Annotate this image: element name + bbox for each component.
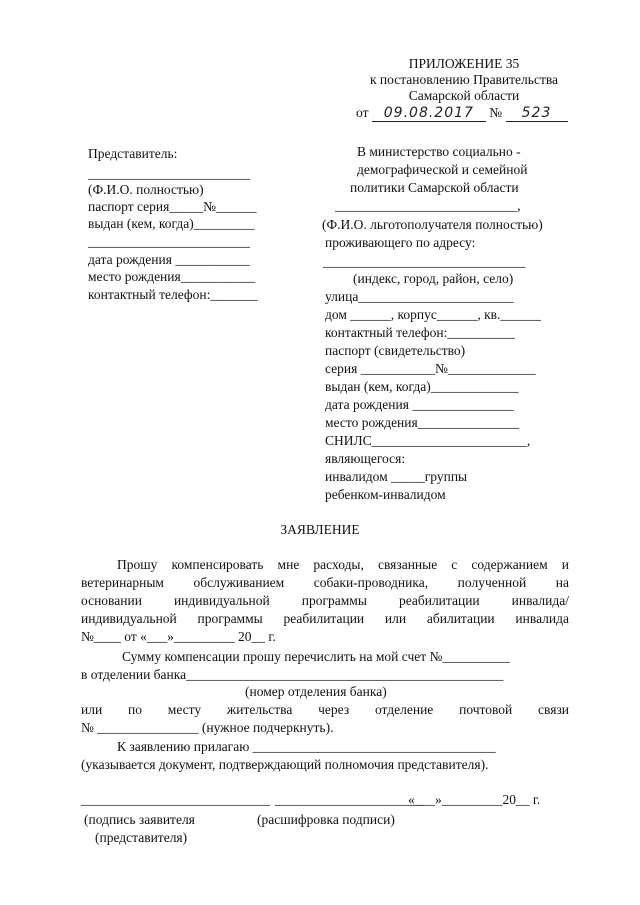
representative-title: Представитель: — [88, 146, 178, 161]
signature-date: «___»_________20__ г. — [408, 792, 541, 807]
paragraph-1-line-2: ветеринарным обслуживанием собаки-проводника, полученной на — [81, 575, 569, 590]
paragraph-1-line-4: индивидуальной программы реабилитации или абилитации инвалида — [81, 611, 569, 626]
signature-representative-label: (представителя) — [95, 830, 188, 845]
house-field: дом ______, корпус______, кв.______ — [325, 307, 541, 322]
signature-decode-line: ______________________ — [275, 792, 424, 807]
appendix-title: ПРИЛОЖЕНИЕ 35 — [408, 56, 520, 71]
paragraph-2-line-2: в отделении банка_______________________________________________ — [81, 667, 504, 682]
beneficiary-birth-place: место рождения_______________ — [325, 415, 519, 430]
representative-birth-date: дата рождения ___________ — [88, 252, 250, 267]
attachment-line: К заявлению прилагаю ____________________________________ — [117, 739, 496, 754]
snils-field: СНИЛС_______________________, — [325, 433, 531, 448]
being-label: являющегося: — [325, 451, 406, 466]
signature-decode-label: (расшифровка подписи) — [257, 812, 395, 827]
addressee-line-1: В министерство социально - — [357, 144, 521, 159]
representative-phone: контактный телефон:_______ — [88, 287, 258, 302]
document-title: ЗАЯВЛЕНИЕ — [280, 522, 360, 537]
residing-label: проживающего по адресу: — [325, 235, 476, 250]
signature-label: (подпись заявителя — [84, 812, 195, 827]
beneficiary-passport: паспорт (свидетельство) — [325, 343, 466, 358]
paragraph-1-line-3: основании индивидуальной программы реабилитации инвалида/ — [81, 593, 569, 608]
addressee-line-3: политики Самарской области — [350, 180, 519, 195]
paragraph-1-line-1: Прошу компенсировать мне расходы, связанные с содержанием и — [117, 557, 569, 572]
representative-passport: паспорт серия_____№______ — [88, 199, 257, 214]
disabled-group-field: инвалидом _____группы — [325, 469, 468, 484]
beneficiary-fio-label: (Ф.И.О. льготополучателя полностью) — [322, 217, 543, 232]
representative-issued-line: ________________________ — [88, 234, 250, 249]
bank-branch-hint: (номер отделения банка) — [245, 684, 387, 699]
handwritten-date: 09.08.2017 — [372, 105, 486, 122]
paragraph-3-line-2: № _______________ (нужное подчеркнуть). — [81, 720, 334, 735]
region-line: Самарской области — [408, 88, 520, 103]
number-sign: № — [489, 105, 503, 120]
signature-line: ____________________________ — [81, 792, 270, 807]
representative-birth-place: место рождения___________ — [88, 269, 255, 284]
street-field: улица_______________________ — [325, 289, 514, 304]
representative-fio-label: (Ф.И.О. полностью) — [88, 182, 204, 197]
attachment-hint: (указывается документ, подтверждающий полномочия представителя). — [81, 757, 489, 772]
child-disabled-label: ребенком-инвалидом — [325, 487, 446, 502]
addressee-line-2: демографической и семейной — [357, 162, 528, 177]
address-hint: (индекс, город, район, село) — [353, 271, 514, 286]
beneficiary-name-line: ___________________________, — [335, 198, 521, 213]
beneficiary-series: серия ___________№_____________ — [325, 361, 536, 376]
paragraph-3-line-1: или по месту жительства через отделение почтовой связи — [81, 702, 569, 717]
beneficiary-birth-date: дата рождения _______________ — [325, 397, 514, 412]
date-prefix: от — [356, 105, 369, 120]
resolution-date-row — [356, 105, 568, 122]
representative-name-line: ________________________ — [88, 166, 250, 181]
beneficiary-issued: выдан (кем, когда)_____________ — [325, 379, 519, 394]
address-line: ______________________________ — [323, 254, 526, 269]
paragraph-1-line-5: №____ от «___»_________ 20__ г. — [81, 629, 276, 644]
beneficiary-phone: контактный телефон:__________ — [325, 325, 515, 340]
resolution-line: к постановлению Правительства — [369, 72, 559, 87]
representative-issued: выдан (кем, когда)_________ — [88, 216, 255, 231]
paragraph-2-line-1: Сумму компенсации прошу перечислить на мой счет №__________ — [122, 649, 510, 664]
handwritten-number: 523 — [506, 105, 568, 122]
